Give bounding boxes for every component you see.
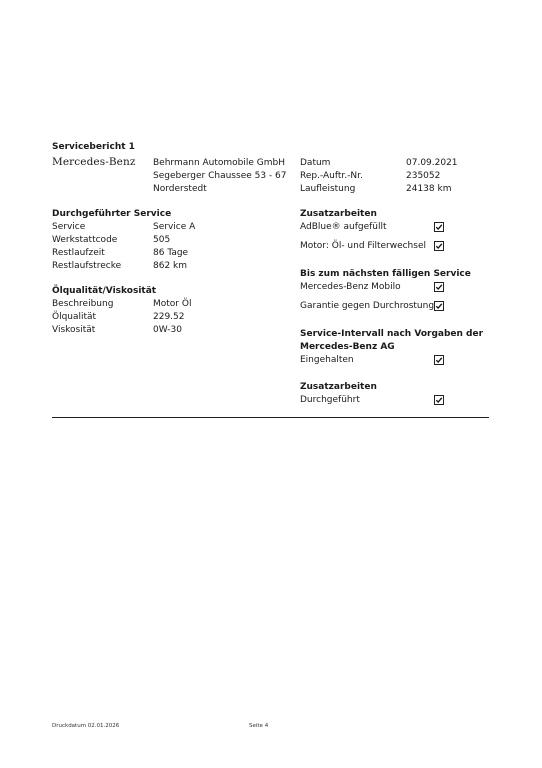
next-service-heading: Bis zum nächsten fälligen Service [300, 269, 471, 279]
extras-heading: Zusatzarbeiten [300, 209, 377, 219]
dealer-name: Behrmann Automobile GmbH [153, 158, 286, 168]
print-date: Druckdatum 02.01.2026 [52, 723, 120, 729]
checkmark-icon [435, 283, 443, 291]
service-value: Service A [153, 222, 196, 232]
remaining-distance-value: 862 km [153, 261, 188, 271]
meta-value-date: 07.09.2021 [406, 158, 458, 168]
interval-kept-checkbox[interactable] [434, 355, 444, 365]
checkmark-icon [435, 223, 443, 231]
checkmark-icon [435, 356, 443, 364]
page-number: Seite 4 [249, 723, 269, 729]
oil-quality-label: Ölqualität [52, 312, 97, 322]
meta-label-mileage: Laufleistung [300, 184, 356, 194]
rust-warranty-checkbox[interactable] [434, 301, 444, 311]
oil-description-label: Beschreibung [52, 299, 114, 309]
meta-value-mileage: 24138 km [406, 184, 452, 194]
extras-done-label: Durchgeführt [300, 395, 360, 405]
interval-heading-line2: Mercedes-Benz AG [300, 342, 395, 352]
meta-label-date: Datum [300, 158, 331, 168]
service-label: Service [52, 222, 86, 232]
checkmark-icon [435, 242, 443, 250]
oil-description-value: Motor Öl [153, 299, 192, 309]
remaining-distance-label: Restlaufstrecke [52, 261, 122, 271]
meta-label-order: Rep.-Auftr.-Nr. [300, 171, 363, 181]
report-title: Servicebericht 1 [52, 142, 135, 152]
viscosity-value: 0W-30 [153, 325, 182, 335]
brand-logo-text: Mercedes-Benz [52, 156, 136, 168]
oil-filter-change-label: Motor: Öl- und Filterwechsel [300, 241, 426, 251]
oil-quality-value: 229.52 [153, 312, 185, 322]
workshop-code-label: Werkstattcode [52, 235, 118, 245]
checkmark-icon [435, 302, 443, 310]
remaining-time-value: 86 Tage [153, 248, 189, 258]
remaining-time-label: Restlaufzeit [52, 248, 105, 258]
adblue-checkbox[interactable] [434, 222, 444, 232]
interval-kept-label: Eingehalten [300, 355, 354, 365]
mobilo-label: Mercedes-Benz Mobilo [300, 282, 401, 292]
rust-warranty-label: Garantie gegen Durchrostung [300, 301, 435, 311]
adblue-label: AdBlue® aufgefüllt [300, 222, 387, 232]
interval-heading-line1: Service-Intervall nach Vorgaben der [300, 329, 484, 339]
oil-heading: Ölqualität/Viskosität [52, 286, 157, 296]
meta-value-order: 235052 [406, 171, 441, 181]
dealer-city: Norderstedt [153, 184, 207, 194]
section-divider [52, 417, 489, 418]
dealer-street: Segeberger Chaussee 53 - 67 [153, 171, 287, 181]
extras-done-checkbox[interactable] [434, 395, 444, 405]
service-heading: Durchgeführter Service [52, 209, 172, 219]
extras2-heading: Zusatzarbeiten [300, 382, 377, 392]
checkmark-icon [435, 396, 443, 404]
oil-filter-change-checkbox[interactable] [434, 241, 444, 251]
workshop-code-value: 505 [153, 235, 171, 245]
viscosity-label: Viskosität [52, 325, 96, 335]
mobilo-checkbox[interactable] [434, 282, 444, 292]
